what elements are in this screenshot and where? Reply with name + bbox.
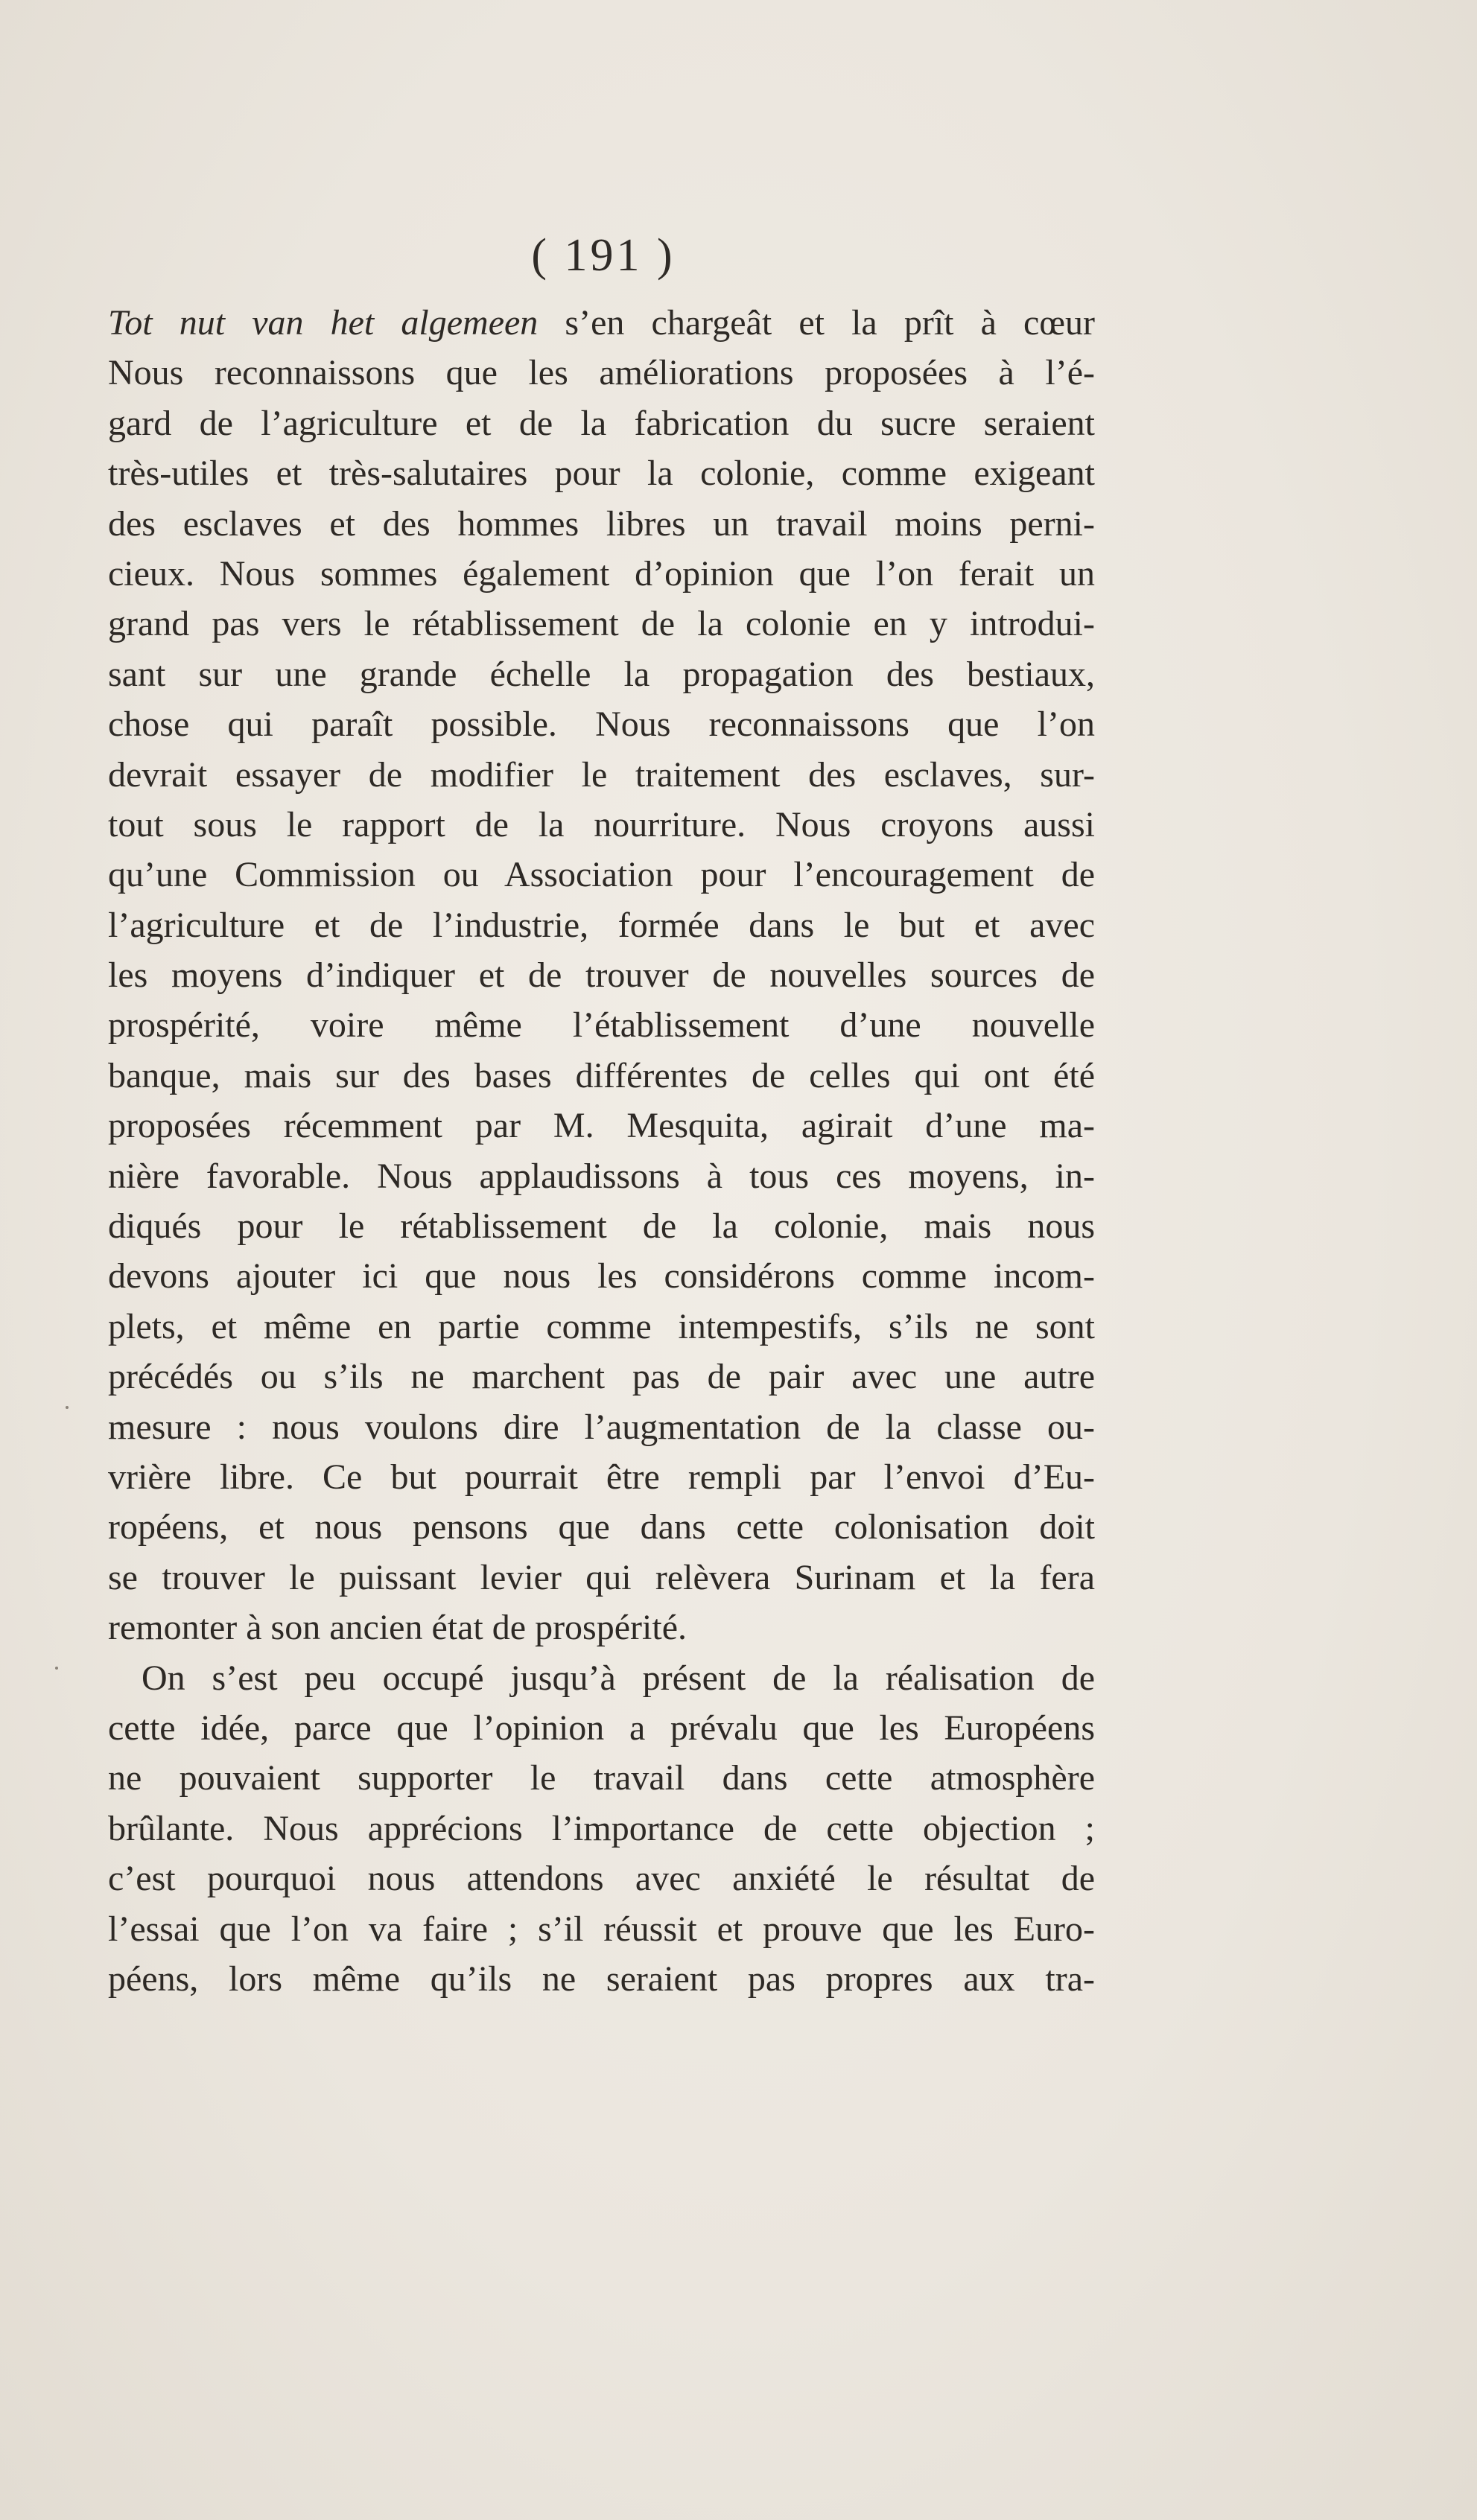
- text-line: [108, 599, 1095, 649]
- line-text: l’agriculture et de l’industrie, formée dans le but et avec: [108, 905, 1095, 945]
- text-line: [108, 1051, 1095, 1101]
- line-text: banque, mais sur des bases différentes de celles qui ont été: [108, 1055, 1095, 1095]
- text-line: [108, 448, 1095, 498]
- line-text: l’essai que l’on va faire ; s’il réussit et prouve que les Euro-: [108, 1909, 1095, 1949]
- text-line: [108, 699, 1095, 749]
- line-text: mesure : nous voulons dire l’augmentation de la classe ou-: [108, 1407, 1095, 1447]
- text-line: [108, 298, 1095, 348]
- line-text: plets, et même en partie comme intempestifs, s’ils ne sont: [108, 1306, 1095, 1346]
- text-line: [108, 900, 1095, 950]
- text-line: [108, 1553, 1095, 1603]
- line-text: péens, lors même qu’ils ne seraient pas propres aux tra-: [108, 1959, 1095, 1999]
- line-text: remonter à son ancien état de prospérité.: [108, 1608, 687, 1648]
- text-line: [108, 800, 1095, 850]
- text-line: [108, 1151, 1095, 1201]
- line-text: c’est pourquoi nous attendons avec anxiété le résultat de: [108, 1859, 1095, 1899]
- text-line: [108, 1954, 1095, 2004]
- line-text: Nous reconnaissons que les améliorations proposées à l’é-: [108, 353, 1095, 393]
- text-line: [108, 348, 1095, 398]
- text-line: [108, 1452, 1095, 1502]
- line-text: devons ajouter ici que nous les considérons comme incom-: [108, 1256, 1095, 1296]
- text-line: [108, 1302, 1095, 1352]
- text-line: [108, 1402, 1095, 1452]
- text-line: [108, 1854, 1095, 1903]
- text-line: [108, 850, 1095, 900]
- line-text: devrait essayer de modifier le traitement des esclaves, sur-: [108, 754, 1095, 795]
- text-line: [108, 1653, 1095, 1703]
- line-text: sant sur une grande échelle la propagation des bestiaux,: [108, 654, 1095, 694]
- line-text: se trouver le puissant levier qui relèvera Surinam et la fera: [108, 1557, 1095, 1597]
- line-text: qu’une Commission ou Association pour l’encouragement de: [108, 855, 1095, 895]
- line-text: des esclaves et des hommes libres un travail moins perni-: [108, 503, 1095, 544]
- line-text: On s’est peu occupé jusqu’à présent de la réalisation de: [142, 1658, 1095, 1698]
- text-line: [108, 1000, 1095, 1050]
- line-text: ne pouvaient supporter le travail dans cette atmosphère: [108, 1758, 1095, 1798]
- line-text: diqués pour le rétablissement de la colonie, mais nous: [108, 1206, 1095, 1247]
- text-line: [108, 950, 1095, 1000]
- line-text: cette idée, parce que l’opinion a prévalu que les Européens: [108, 1708, 1095, 1748]
- text-line: [108, 1804, 1095, 1854]
- line-text: proposées récemment par M. Mesquita, agirait d’une ma-: [108, 1106, 1095, 1146]
- line-text: les moyens d’indiquer et de trouver de nouvelles sources de: [108, 955, 1095, 996]
- text-line: [108, 1201, 1095, 1251]
- margin-speck: [66, 1406, 69, 1409]
- text-line: [108, 750, 1095, 800]
- text-line: [108, 499, 1095, 549]
- line-text: brûlante. Nous apprécions l’importance de cette objection ;: [108, 1808, 1095, 1848]
- text-line: [108, 549, 1095, 599]
- text-line: [108, 1352, 1095, 1401]
- text-line: [108, 1502, 1095, 1552]
- line-text: ropéens, et nous pensons que dans cette colonisation doit: [108, 1507, 1095, 1547]
- line-text: chose qui paraît possible. Nous reconnaissons que l’on: [108, 704, 1095, 745]
- text-line: [108, 1101, 1095, 1151]
- line-text: gard de l’agriculture et de la fabrication du sucre seraient: [108, 403, 1095, 443]
- text-line: [108, 1603, 1095, 1652]
- italic-title: Tot nut van het algemeen: [108, 303, 539, 343]
- line-text: prospérité, voire même l’établissement d’une nouvelle: [108, 1005, 1095, 1046]
- line-text: nière favorable. Nous applaudissons à tous ces moyens, in-: [108, 1156, 1095, 1196]
- line-text: cieux. Nous sommes également d’opinion que l’on ferait un: [108, 553, 1095, 594]
- text-line: [108, 1703, 1095, 1753]
- text-line: [108, 1251, 1095, 1301]
- line-text: très-utiles et très-salutaires pour la colonie, comme exigeant: [108, 454, 1095, 494]
- line-text: tout sous le rapport de la nourriture. Nous croyons aussi: [108, 804, 1095, 844]
- page-number: ( 191 ): [531, 230, 676, 281]
- line-text: grand pas vers le rétablissement de la colonie en y introdui-: [108, 604, 1095, 644]
- body-text: [108, 298, 1095, 2004]
- margin-speck: [55, 1667, 58, 1670]
- line-text: précédés ou s’ils ne marchent pas de pair avec une autre: [108, 1357, 1095, 1397]
- text-line: [108, 649, 1095, 699]
- line-text: s’en chargeât et la prît à cœur: [538, 303, 1095, 343]
- text-line: [108, 398, 1095, 448]
- text-line: [108, 1753, 1095, 1803]
- text-line: [108, 1904, 1095, 1954]
- line-text: vrière libre. Ce but pourrait être rempli par l’envoi d’Eu-: [108, 1457, 1095, 1497]
